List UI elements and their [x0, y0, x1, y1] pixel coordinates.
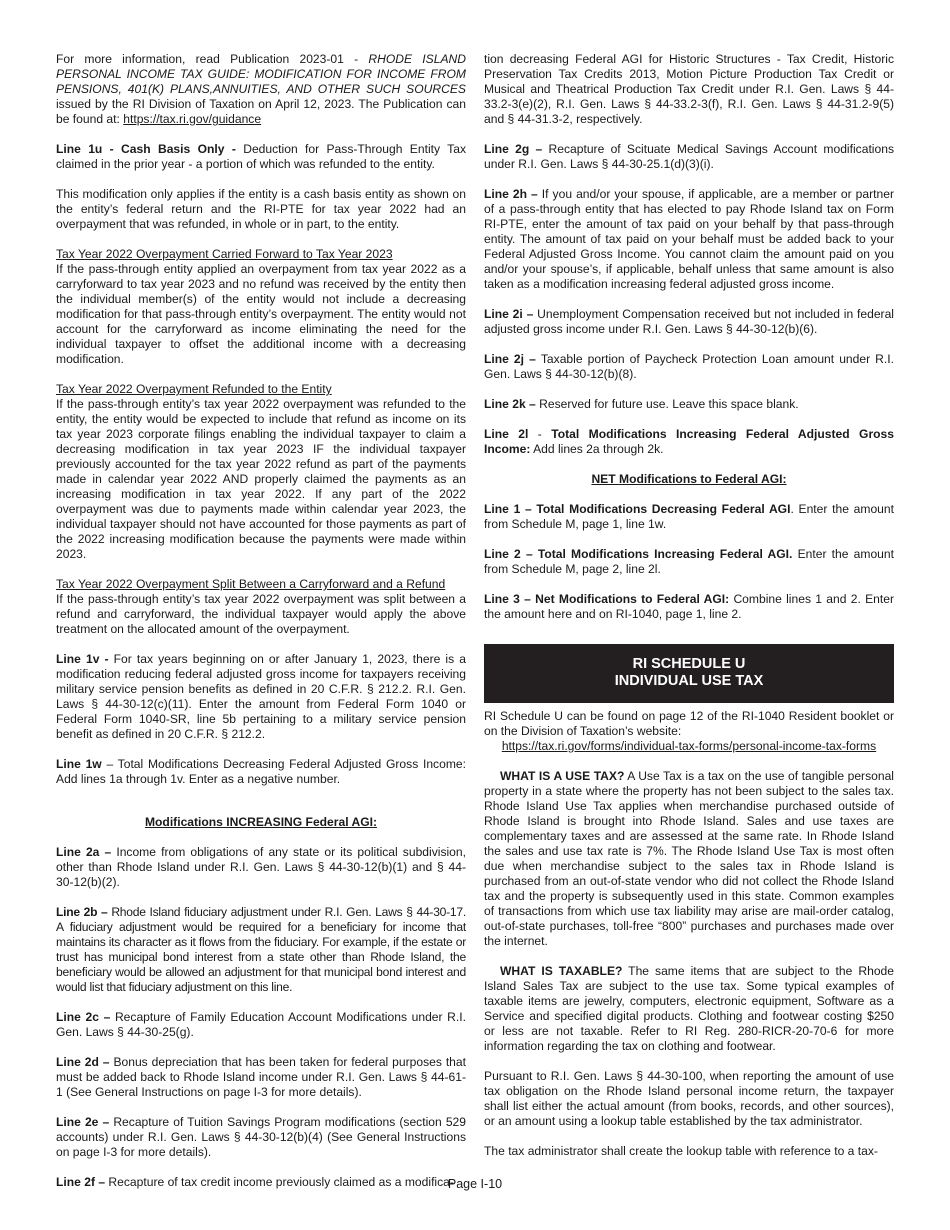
line-2j-label: Line 2j –: [484, 352, 541, 366]
left-column: [56, 52, 466, 1205]
line-2k: [484, 397, 894, 412]
line-1v: [56, 652, 466, 742]
line-2l-title: Total Modifications Increasing Federal Adjusted Gross Income:: [484, 427, 895, 456]
net-line-3-text: Combine lines 1 and 2. Enter the amount here and on RI-1040, page 1, line 2.: [484, 592, 894, 621]
line-2h: [484, 187, 894, 292]
line-2i-label: Line 2i –: [484, 307, 538, 321]
net-line-3: [484, 592, 894, 622]
net-line-2-label: Line 2 – Total Modifications Increasing Federal AGI.: [484, 547, 793, 561]
increasing-heading: Modifications INCREASING Federal AGI:: [144, 815, 378, 829]
refunded-text: If the pass-through entity’s tax year 2022 overpayment was refunded to the entity, the entity would be expected to include that refund as income on its tax year 2023 corporate filings enabling the individual taxpayer to claim a decreasing modification in tax year 2023 IF the individual taxpayer previously accounted for the tax year 2022 refund as part of the payments made in calendar year 2022 AND properly claimed the payments as an increasing modification in tax year 2022. If any part of the 2022 overpayment was due to payments made within calendar year 2023, the individual taxpayer should not have accounted for those payments as part of the 2022 increasing modification because the payments were made within 2023.: [56, 397, 466, 561]
banner-title: RI SCHEDULE U: [632, 656, 746, 672]
line-2c: [56, 1010, 466, 1040]
line-2a-label: Line 2a –: [56, 845, 117, 859]
line-2j-text: Taxable portion of Paycheck Protection Loan amount under R.I. Gen. Laws § 44-30-12(b)(8).: [484, 352, 894, 381]
split-heading: Tax Year 2022 Overpayment Split Between a Carryforward and a Refund: [56, 577, 446, 591]
split-text: If the pass-through entity’s tax year 2022 overpayment was split between a refund and carryforward, the individual taxpayer would apply the above treatment on the allocated amount of the overpayment.: [56, 592, 466, 636]
net-line-2-text: Enter the amount from Schedule M, page 2, line 2l.: [484, 547, 894, 576]
line-2b-label: Line 2b –: [56, 905, 112, 919]
line-2f-text: Recapture of tax credit income previously claimed as a modifica-: [108, 1175, 454, 1189]
line-2l-text: Add lines 2a through 2k.: [530, 442, 664, 456]
guidance-link[interactable]: https://tax.ri.gov/guidance: [123, 112, 262, 126]
schedule-u-intro: [484, 709, 894, 754]
line-2c-label: Line 2c –: [56, 1010, 115, 1024]
net-heading: NET Modifications to Federal AGI:: [591, 472, 787, 486]
line-2k-label: Line 2k –: [484, 397, 540, 411]
intro-lead: For more information, read Publication 2023-01 -: [56, 52, 369, 66]
line-2d-text: Bonus depreciation that has been taken for federal purposes that must be added back to Rhode Island income under R.I. Gen. Laws § 44-61-1 (See General Instructions on page I-3 for more details).: [56, 1055, 466, 1099]
line-2j: [484, 352, 894, 382]
line-2c-text: Recapture of Family Education Account Modifications under R.I. Gen. Laws § 44-30-25(g).: [56, 1010, 466, 1039]
line-2i: [484, 307, 894, 337]
line-2f-continued: tion decreasing Federal AGI for Historic Structures - Tax Credit, Historic Preservation Tax Credits 2013, Motion Picture Production Tax Credit or Musical and Theatrical Production Tax Credit under R.I. Gen. Laws § 44-33.2-3(e)(2), R.I. Gen. Laws § 44-33.2-3(f), R.I. Gen. Laws § 44-31.2-9(5) and § 44-31.3-2, respectively.: [484, 52, 894, 126]
line-2h-label: Line 2h –: [484, 187, 542, 201]
personal-income-forms-link[interactable]: https://tax.ri.gov/forms/individual-tax-forms/personal-income-tax-forms: [501, 739, 877, 753]
line-2d-label: Line 2d –: [56, 1055, 114, 1069]
carryforward-text: If the pass-through entity applied an overpayment from tax year 2022 as a carryforward to tax year 2023 and no refund was received by the entity then the individual member(s) of the entity would not include a decreasing modification for that pass-through entity’s overpayment. The entity would not account for the carryforward as income eliminating the need for the individual taxpayer to offset the additional income with a decreasing modification.: [56, 262, 466, 366]
line-1u-label: Line 1u - Cash Basis Only -: [56, 142, 244, 156]
carryforward-section: [56, 247, 466, 367]
line-2a-text: Income from obligations of any state or its political subdivision, other than Rhode Island under R.I. Gen. Laws § 44-30-12(b)(1) and § 44-30-12(b)(2).: [56, 845, 466, 889]
net-line-1-label: Line 1 – Total Modifications Decreasing Federal AGI: [484, 502, 791, 516]
increasing-heading-para: [56, 815, 466, 830]
line-1v-label: Line 1v -: [56, 652, 114, 666]
line-1u-text: Deduction for Pass-Through Entity Tax claimed in the prior year - a portion of which was refunded to the entity.: [56, 142, 466, 171]
line-2g: [484, 142, 894, 172]
line-2b: [56, 905, 466, 995]
net-line-2: [484, 547, 894, 577]
line-2l-label: Line 2l: [484, 427, 529, 441]
right-column: [484, 52, 894, 1174]
net-line-3-label: Line 3 – Net Modifications to Federal AGI:: [484, 592, 730, 606]
line-2h-text: If you and/or your spouse, if applicable, are a member or partner of a pass-through entity that has elected to pay Rhode Island tax on Form RI-PTE, enter the amount of tax paid on your behalf by that pass-through entity. The amount of tax paid on your behalf must be added back to your Federal Adjusted Gross Income. You cannot claim the amount paid on you and/or your spouse’s, if applicable, behalf unless that same amount is also taken as a modification increasing federal adjusted gross income.: [484, 187, 895, 291]
line-2l-dash: -: [528, 427, 552, 441]
pursuant-paragraph: Pursuant to R.I. Gen. Laws § 44-30-100, when reporting the amount of use tax obligation on the Rhode Island personal income return, the taxpayer shall list either the actual amount (from books, records, and other sources), or an amount using a lookup table established by the tax administrator.: [484, 1069, 894, 1128]
taxable-label: WHAT IS TAXABLE?: [500, 964, 623, 978]
line-2d: [56, 1055, 466, 1100]
line-2i-text: Unemployment Compensation received but not included in federal adjusted gross income under R.I. Gen. Laws § 44-30-12(b)(6).: [484, 307, 894, 336]
banner-subtitle: INDIVIDUAL USE TAX: [614, 673, 764, 689]
line-1w-text: – Total Modifications Decreasing Federal Adjusted Gross Income: Add lines 1a through 1v. Enter as a negative number.: [56, 757, 466, 786]
line-1v-text: For tax years beginning on or after January 1, 2023, there is a modification reducing federal adjusted gross income for taxpayers receiving military service pension benefits as defined in 20 C.F.R. § 212.2. R.I. Gen. Laws § 44-30-12(c)(11). Enter the amount from Federal Form 1040 or Federal Form 1040-SR, line 5b pertaining to a military service pension benefit as defined in 20 C.F.R. § 212.2.: [56, 652, 466, 741]
intro-tail: issued by the RI Division of Taxation on April 12, 2023. The Publication can be found at:: [56, 97, 466, 126]
use-tax-text: A Use Tax is a tax on the use of tangible personal property in a state where the property has not been subject to the sales tax. Rhode Island Use Tax applies when merchandise purchased outside of Rhode Island is brought into Rhode Island. Sales and use taxes are complementary taxes and are assessed at the same rate. In Rhode Island the sales and use tax rate is 7%. The Rhode Island Use Tax is most often due when merchandise subject to the sales tax in Rhode Island is purchased from an out-of-state vendor who did not collect the Rhode Island tax and the property is subsequently used in this state. Common examples of transactions from which use tax liability may arise are mail-order catalog, out-of-state purchases, toll-free “800” purchases and purchases made over the internet.: [484, 769, 894, 948]
modification-note: This modification only applies if the entity is a cash basis entity as shown on the entity’s federal return and the RI-PTE for tax year 2022 had an overpayment that was refunded, in whole or in part, to the entity.: [56, 187, 466, 231]
taxable-section: [484, 964, 894, 1054]
schedule-u-intro-text: RI Schedule U can be found on page 12 of the RI-1040 Resident booklet or on the Division of Taxation’s website:: [484, 709, 894, 738]
taxable-text: The same items that are subject to the Rhode Island Sales Tax are subject to the use tax. Some typical examples of taxable items are jewelry, computers, electronic equipment, Software as a Service and specified digital products. Clothing and footwear costing $250 or less are not taxable. Refer to RI Reg. 280-RICR-20-70-6 for more information regarding the tax on clothing and footwear.: [484, 964, 894, 1053]
line-2f-label: Line 2f –: [56, 1175, 109, 1189]
lookup-paragraph: The tax administrator shall create the lookup table with reference to a tax-: [484, 1144, 878, 1158]
page-number: Page I-10: [447, 1177, 503, 1191]
use-tax-label: WHAT IS A USE TAX?: [500, 769, 625, 783]
line-2e-text: Recapture of Tuition Savings Program modifications (section 529 accounts) under R.I. Gen. Laws § 44-30-12(b)(4) (See General Instructions on page I-3 for more details).: [56, 1115, 466, 1159]
net-line-1: [484, 502, 894, 532]
line-2e-label: Line 2e –: [56, 1115, 114, 1129]
line-1u: [56, 142, 466, 172]
line-2k-text: Reserved for future use. Leave this space blank.: [539, 397, 799, 411]
refunded-heading: Tax Year 2022 Overpayment Refunded to the Entity: [56, 382, 332, 396]
line-2g-text: Recapture of Scituate Medical Savings Account modifications under R.I. Gen. Laws § 44-30-25.1(d)(3)(i).: [484, 142, 894, 171]
line-2b-text: Rhode Island fiduciary adjustment under R.I. Gen. Laws § 44-30-17. A fiduciary adjustment would be required for a beneficiary for income that maintains its character as it flows from the fiduciary. For example, if the estate or trust has municipal bond interest from a state other than Rhode Island, the beneficiary would be allowed an adjustment for that municipal bond interest and would list that fiduciary adjustment on this line.: [56, 905, 466, 994]
publication-title: RHODE ISLAND PERSONAL INCOME TAX GUIDE: MODIFICATION FOR INCOME FROM PENSIONS, 401(K) PLANS,ANNUITIES, AND OTHER SUCH SOURCES: [56, 52, 466, 96]
net-heading-para: [484, 472, 894, 487]
line-1w-label: Line 1w: [56, 757, 102, 771]
line-1w: [56, 757, 466, 787]
schedule-u-banner: [484, 644, 894, 703]
line-2g-label: Line 2g –: [484, 142, 549, 156]
line-2e: [56, 1115, 466, 1160]
carryforward-heading: Tax Year 2022 Overpayment Carried Forward to Tax Year 2023: [56, 247, 393, 261]
refunded-section: [56, 382, 466, 562]
net-line-1-text: . Enter the amount from Schedule M, page 1, line 1w.: [484, 502, 894, 531]
intro-paragraph: [56, 52, 466, 127]
split-section: [56, 577, 466, 637]
line-2l: [484, 427, 894, 457]
use-tax-section: [484, 769, 894, 949]
line-2a: [56, 845, 466, 890]
